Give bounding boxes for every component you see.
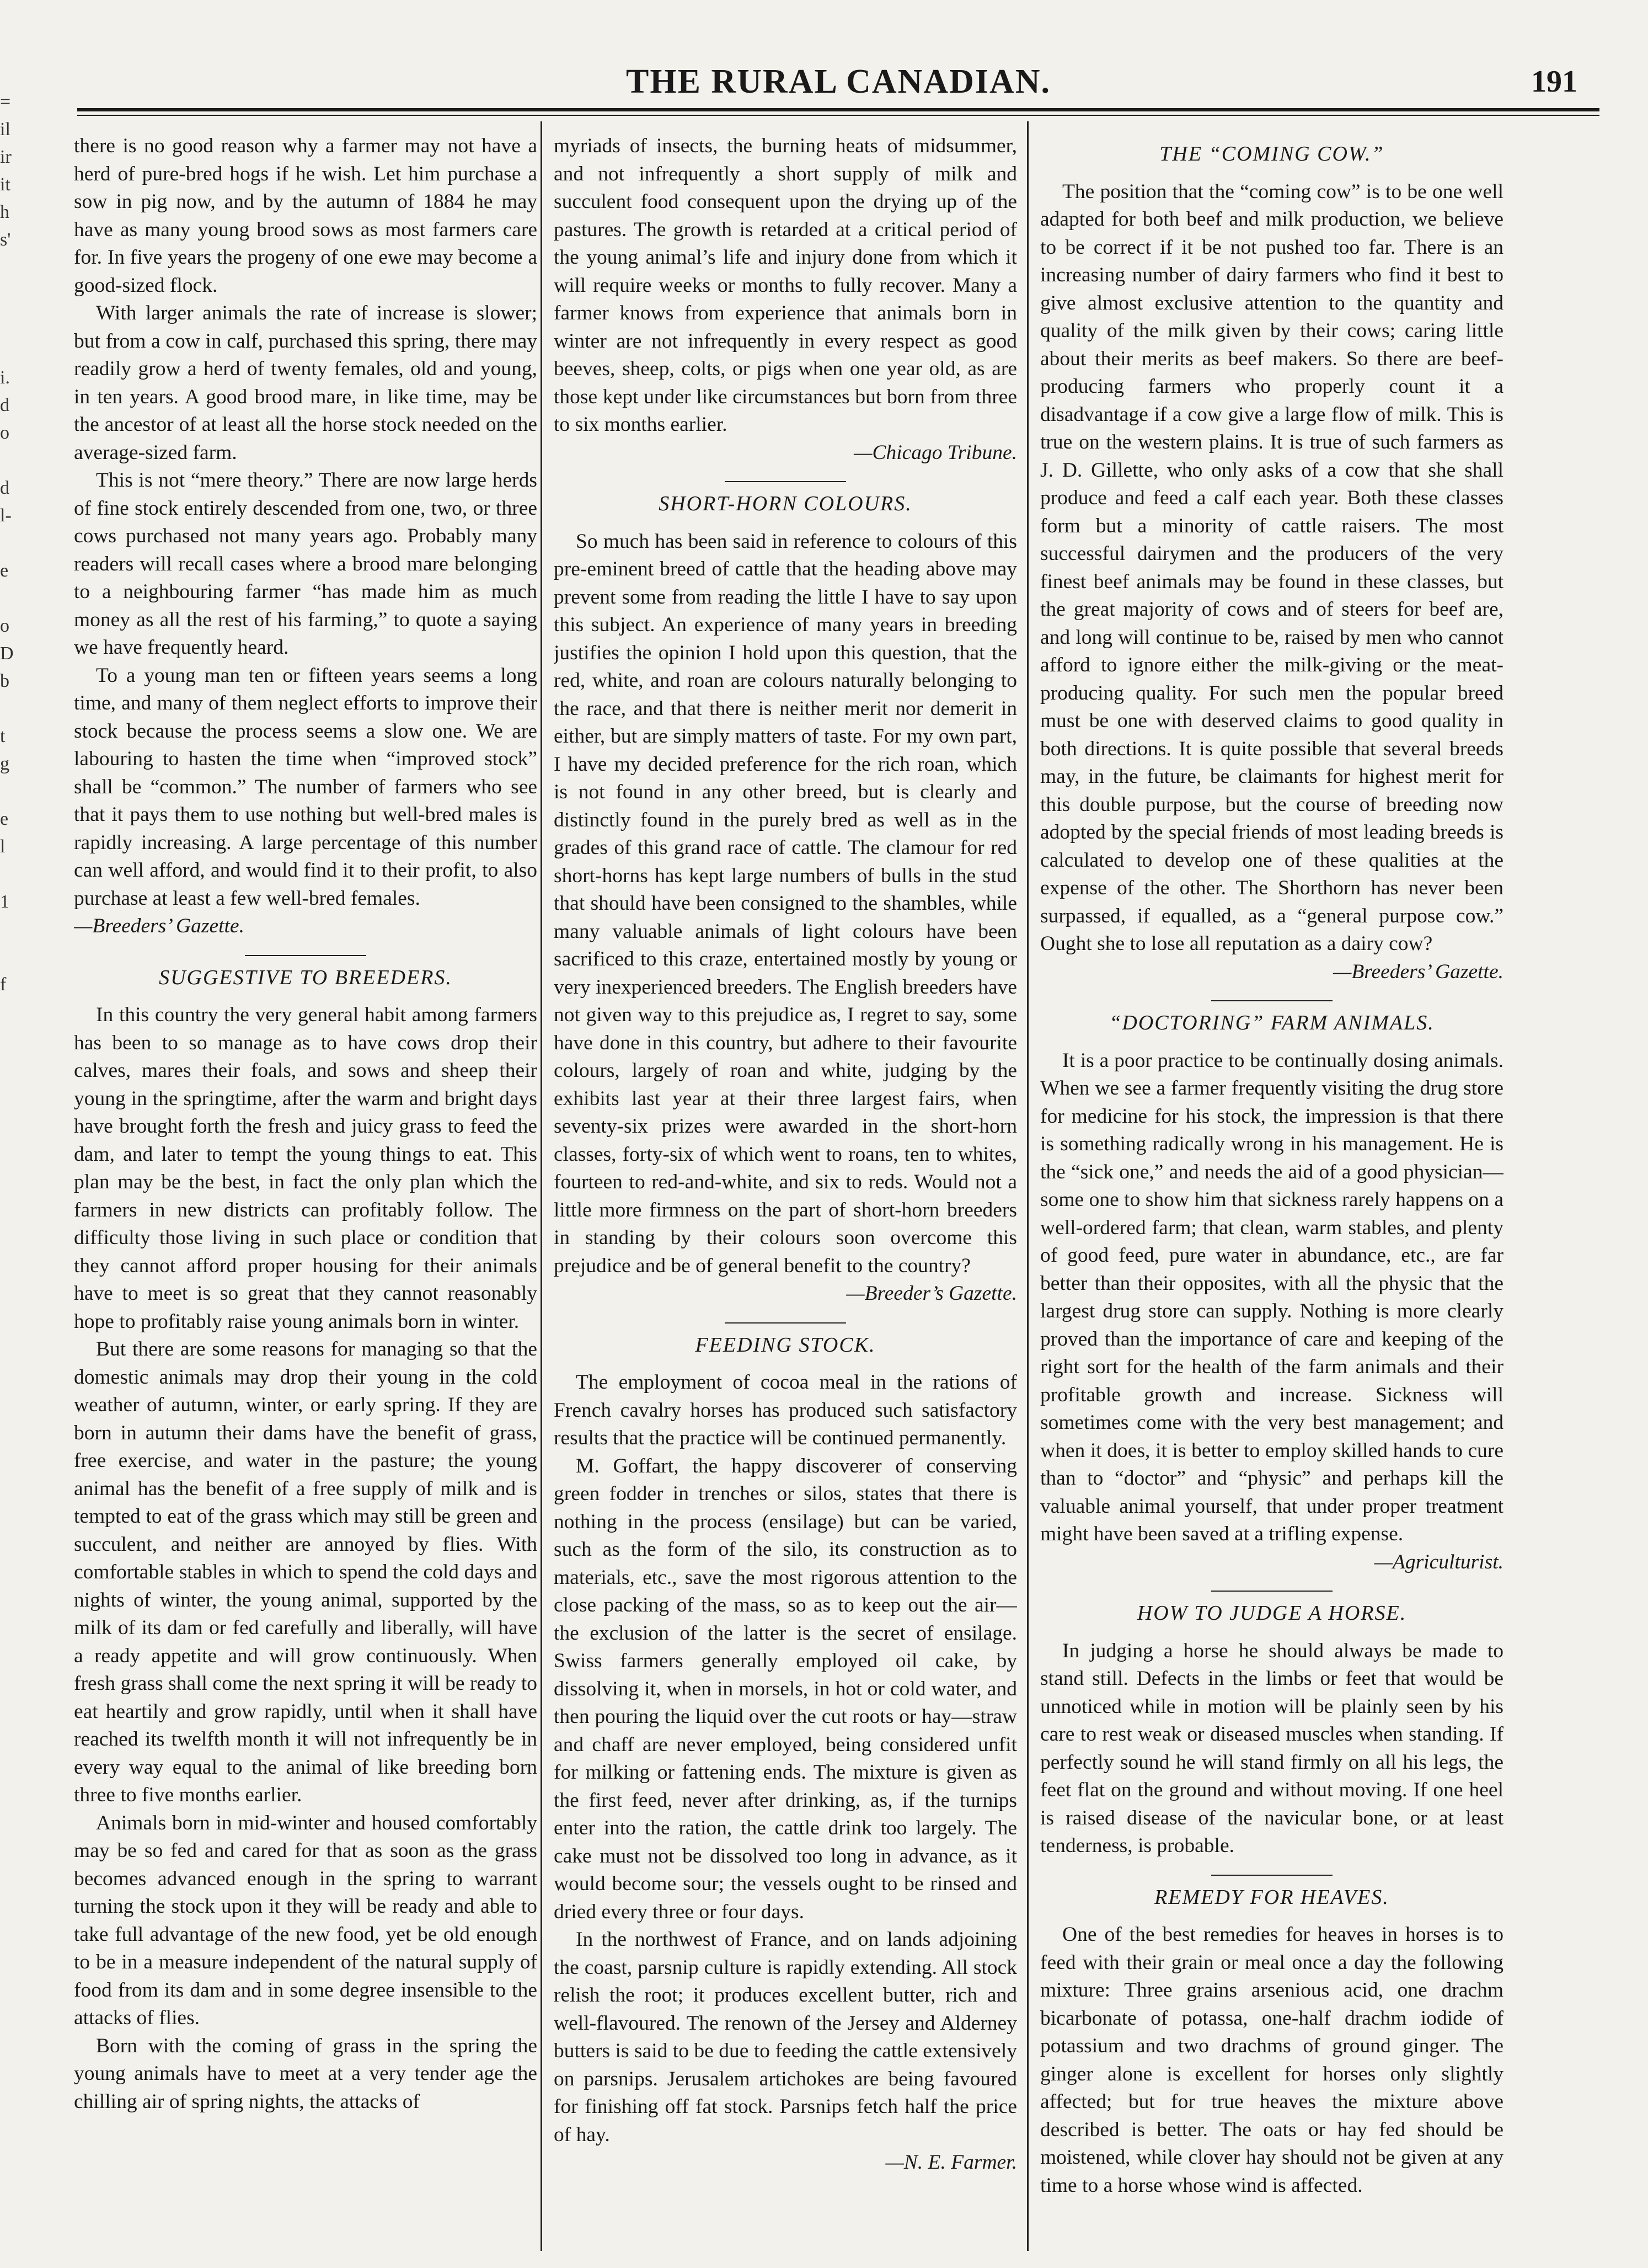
left-margin-marks: = il ir it h s' i. d o d l- e o D b t g e l 1 f xyxy=(0,92,14,995)
article-heading: REMEDY FOR HEAVES. xyxy=(1154,1885,1389,1909)
newspaper-title: THE RURAL CANADIAN. xyxy=(625,63,1051,100)
article-paragraph: Born with the coming of grass in the spring the young animals have to meet at a very tender age the chilling air of spring nights, the attacks of xyxy=(74,2034,537,2113)
article-paragraph: It is a poor practice to be continually dosing animals. When we see a farmer frequently visiting the drug store for medicine for his stock, the impression is that there is something radically wrong in his management. He is the “sick one,” and needs the aid of a good physician—some one to show him that sickness rarely happens on a well-ordered farm; that clean, warm stables, and plenty of good feed, pure water in abundance, etc., are far better than their opposites, with all the physic that the largest drug store can supply. Nothing is more clearly proved than the importance of care and keeping of the right sort for the health of the farm animals and their profitable growth and increase. Sickness will sometimes come with the very best management; and when it does, it is better to employ skilled hands to cure than to “doctor” and “physic” and perhaps kill the valuable animal yourself, that under proper treatment might have been saved at a trifling expense. xyxy=(1040,1049,1503,1545)
section-divider xyxy=(725,481,846,482)
section-divider xyxy=(1211,1591,1333,1592)
article-paragraph: The employment of cocoa meal in the rations of French cavalry horses has produced such satisfactory results that the practice will be continued permanently. xyxy=(554,1371,1017,1449)
page-number: 191 xyxy=(1531,65,1577,99)
section-divider xyxy=(1211,1875,1333,1876)
article-source: —Breeder’s Gazette. xyxy=(846,1282,1017,1305)
column-3 xyxy=(1040,132,1503,2251)
header-rule-thin xyxy=(77,115,1599,116)
article-paragraph: In this country the very general habit among farmers has been to so manage as to have cows drop their calves, mares their foals, and sows and sheep their young in the springtime, after the warm and bright days have brought forth the fresh and juicy grass to feed the dam, and later to tempt the young things to eat. This plan may be the best, in fact the only plan which the farmers in new districts can profitably follow. The difficulty those living in such place or condition that they cannot afford proper housing for their animals have to meet is so great that they cannot reasonably hope to profitably raise young animals born in winter. xyxy=(74,1004,537,1333)
column-1 xyxy=(74,132,537,2251)
page-header xyxy=(77,60,1599,104)
article-source: —N. E. Farmer. xyxy=(885,2151,1017,2174)
article-paragraph: With larger animals the rate of increase is slower; but from a cow in calf, purchased this spring, there may readily grow a herd of twenty females, old and young, in ten years. A good brood mare, in like time, may be the ancestor of at least all the horse stock needed on the average-sized farm. xyxy=(74,302,537,464)
article-paragraph: there is no good reason why a farmer may not have a herd of pure-bred hogs if he wish. Let him purchase a sow in pig now, and by the autumn of 1884 he may have as many young brood sows as most farmers care for. In five years the progeny of one ewe may become a good-sized flock. xyxy=(74,135,537,297)
article-paragraph: This is not “mere theory.” There are now large herds of fine stock entirely descended from one, two, or three cows purchased not many years ago. Probably many readers will recall cases where a brood mare belonging to a neighbouring farmer “has made him as much money as all the rest of his farming,” to quote a saying we have frequently heard. xyxy=(74,469,537,659)
article-source: —Breeders’ Gazette. xyxy=(1333,960,1503,983)
column-divider-1 xyxy=(541,121,542,2251)
article-source: —Chicago Tribune. xyxy=(854,441,1017,464)
article-paragraph: To a young man ten or fifteen years seems a long time, and many of them neglect efforts to improve their stock because the process seems a slow one. We are labouring to hasten the time when “improved stock” shall be “common.” The number of farmers who see that it pays them to use nothing but well-bred males is rapidly increasing. A large percentage of this number can well afford, and would find it to their profit, to also purchase at least a few well-bred females. xyxy=(74,664,537,910)
article-paragraph: In the northwest of France, and on lands adjoining the coast, parsnip culture is rapidly extending. All stock relish the root; it produces excellent butter, rich and well-flavoured. The renown of the Jersey and Alderney butters is said to be due to feeding the cattle extensively on parsnips. Jerusalem artichokes are being favoured for finishing off fat stock. Parsnips fetch half the price of hay. xyxy=(554,1928,1017,2146)
header-rule-thick xyxy=(77,108,1599,111)
article-heading: SUGGESTIVE TO BREEDERS. xyxy=(159,965,452,989)
section-divider xyxy=(1211,1000,1333,1001)
article-paragraph: Animals born in mid-winter and housed comfortably may be so fed and cared for that as soon as the grass becomes advanced enough in the spring to warrant turning the stock upon it they will be ready and able to take full advantage of the new food, yet be old enough to be in a measure independent of the natural supply of food from its dam and in some degree insensible to the attacks of flies. xyxy=(74,1811,537,2029)
section-divider xyxy=(725,1322,846,1324)
article-heading: THE “COMING COW.” xyxy=(1159,142,1384,166)
column-2 xyxy=(554,132,1017,2251)
article-paragraph: But there are some reasons for managing so that the domestic animals may drop their young in the cold weather of autumn, winter, or early spring. If they are born in autumn their dams have the benefit of grass, free exercise, and water in the pasture; the young animal has the benefit of a free supply of milk and is tempted to eat of the grass which may still be green and succulent, and neither are annoyed by flies. With comfortable stables in which to spend the cold days and nights of winter, the young animal, supported by the milk of its dam or fed carefully and liberally, will have a ready appetite and will grow continuously. When fresh grass shall come the next spring it will be ready to eat heartily and grow rapidly, until when it shall have reached its twelfth month it will not infrequently be in every way equal to the animal of like breeding born three to five months earlier. xyxy=(74,1338,537,1806)
column-divider-2 xyxy=(1027,121,1029,2251)
article-heading: HOW TO JUDGE A HORSE. xyxy=(1137,1602,1407,1625)
article-heading: “DOCTORING” FARM ANIMALS. xyxy=(1109,1011,1435,1034)
article-source: —Agriculturist. xyxy=(1374,1550,1503,1573)
article-paragraph: M. Goffart, the happy discoverer of conserving green fodder in trenches or silos, states that there is nothing in the process (ensilage) but can be varied, such as the form of the silo, its construction as to materials, etc., save the most rigorous attention to the close packing of the mass, so as to keep out the air—the exclusion of the latter is the secret of ensilage. Swiss farmers generally employed oil cake, by dissolving it, when in morsels, in hot or cold water, and then pouring the liquid over the cut roots or hay—straw and chaff are never employed, being considered unfit for milking or fattening ends. The mixture is given as the first feed, never after drinking, as, if the turnips enter into the ration, the cattle drink too largely. The cake must not be dissolved too long in advance, as it would become sour; the vessels ought to be rinsed and dried every three or four days. xyxy=(554,1454,1017,1923)
article-heading: FEEDING STOCK. xyxy=(695,1333,876,1357)
article-paragraph: One of the best remedies for heaves in horses is to feed with their grain or meal once a day the following mixture: Three grains arsenious acid, one drachm bicarbonate of potassa, one-half drachm iodide of potassium and two drachms of ground ginger. The ginger alone is excellent for horses only slightly affected; but for true heaves the mixture above described is better. The oats or hay fed should be moistened, while clover hay should not be given at any time to a horse whose wind is affected. xyxy=(1040,1923,1503,2197)
article-paragraph: The position that the “coming cow” is to be one well adapted for both beef and milk production, we believe to be correct if it be not pushed too far. There is an increasing number of dairy farmers who find it best to give almost exclusive attention to the quantity and quality of the milk given by their cows; caring little about their merits as beef makers. So there are beef-producing farmers who properly count it a disadvantage if a cow give a large flow of milk. This is true on the western plains. It is true of such farmers as J. D. Gillette, who only asks of a cow that she shall produce and feed a calf each year. Both these classes form but a minority of cattle raisers. The most successful dairymen and the producers of the very finest beef animals may be found in these classes, but the great majority of cows and of steers for beef are, and long will continue to be, raised by men who cannot afford to ignore either the milk-giving or the meat-producing quality. For such men the popular breed must be one with deserved claims to good quality in both directions. It is quite possible that several breeds may, in the future, be claimants for highest merit for this double purpose, but the course of breeding now adopted by the special friends of most leading breeds is calculated to develop one of these qualities at the expense of the other. The Shorthorn has never been surpassed, if equalled, as a “general purpose cow.” Ought she to lose all reputation as a dairy cow? xyxy=(1040,180,1503,955)
section-divider xyxy=(245,955,366,956)
article-paragraph: So much has been said in reference to colours of this pre-eminent breed of cattle that the heading above may prevent some from reading the little I have to say upon this subject. An experience of many years in breeding justifies the opinion I hold upon this question, that the red, white, and roan are colours naturally belonging to the race, and that there is neither merit nor demerit in either, but are simply matters of taste. For my own part, I have my decided preference for the rich roan, which is not found in any other breed, but is clearly and distinctly found in the purely bred as well as in the grades of this grand race of cattle. The clamour for red short-horns has kept large numbers of bulls in the stud that should have been consigned to the shambles, while many valuable animals of light colours have been sacrificed to this craze, entertained mostly by young or very inexperienced breeders. The English breeders have not given way to this prejudice as, I regret to say, some have done in this country, but adhere to their favourite colours, largely of roan and white, judging by the exhibits last year at their three largest fairs, when seventy-six prizes were awarded in the short-horn classes, forty-six of which went to roans, ten to whites, fourteen to red-and-white, and six to reds. Would not a little more firmness on the part of short-horn breeders in standing by their colours soon overcome this prejudice and be of general benefit to the country? xyxy=(554,530,1017,1277)
article-heading: SHORT-HORN COLOURS. xyxy=(659,492,912,515)
article-source: —Breeders’ Gazette. xyxy=(74,915,244,937)
article-paragraph: In judging a horse he should always be made to stand still. Defects in the limbs or feet that would be unnoticed while in motion will be plainly seen by his care to rest weak or diseased muscles when standing. If perfectly sound he will stand firmly on all his legs, the feet flat on the ground and without moving. If one heel is raised disease of the navicular bone, or at least tenderness, is probable. xyxy=(1040,1639,1503,1857)
article-paragraph: myriads of insects, the burning heats of midsummer, and not infrequently a short supply of milk and succulent food consequent upon the drying up of the pastures. The growth is retarded at a critical period of the young animal’s life and injury done from which it will require weeks or months to fully recover. Many a farmer knows from experience that animals born in winter are not infrequently in every respect as good beeves, sheep, colts, or pigs when one year old, as are those kept under like circumstances but born from three to six months earlier. xyxy=(554,135,1017,436)
